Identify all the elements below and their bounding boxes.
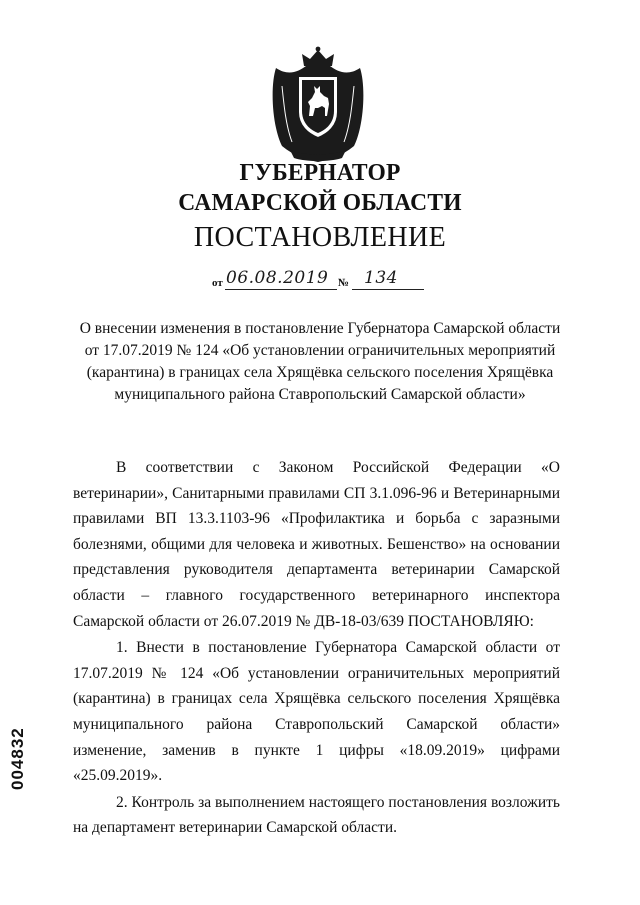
subject-line-2: от 17.07.2019 № 124 «Об установлении ограничительных мероприятий	[84, 342, 556, 359]
document-number: 134	[364, 268, 398, 288]
document-body	[73, 455, 560, 841]
authority-line-2: САМАРСКОЙ ОБЛАСТИ	[178, 189, 462, 216]
samara-oblast-coat-of-arms-icon	[268, 46, 368, 164]
document-subject	[70, 318, 570, 406]
number-underline	[352, 289, 424, 290]
body-paragraph-preamble: В соответствии с Законом Российской Федерации «О ветеринарии», Санитарными правилами СП 3.1.096-96 и Ветеринарными правилами ВП 13.3.1103-96 «Профилактика и борьба с заразными болезнями, общими для человека и животных. Бешенство» на основании представления руководителя департамента ветеринарии Самарской области – главного государственного ветеринарного инспектора Самарской области от 26.07.2019 № ДВ-18-03/639 ПОСТАНОВЛЯЮ:	[73, 459, 560, 630]
issuing-authority	[0, 158, 640, 218]
date-number-line	[212, 268, 432, 290]
number-prefix: №	[338, 277, 350, 289]
document-date: 06.08.2019	[226, 268, 329, 288]
date-underline	[225, 289, 337, 290]
body-paragraph-item-2: 2. Контроль за выполнением настоящего постановления возложить на департамент ветеринарии Самарской области.	[73, 793, 560, 837]
authority-line-1: ГУБЕРНАТОР	[239, 159, 401, 186]
side-registration-code: 004832	[8, 727, 27, 790]
subject-line-4: муниципального района Ставропольский Самарской области»	[114, 386, 526, 403]
subject-line-1: О внесении изменения в постановление Губернатора Самарской области	[79, 320, 561, 337]
subject-line-3: (карантина) в границах села Хрящёвка сельского поселения Хрящёвка	[86, 364, 554, 381]
body-paragraph-item-1: 1. Внести в постановление Губернатора Самарской области от 17.07.2019 № 124 «Об установлении ограничительных мероприятий (карантина) в границах села Хрящёвка сельского поселения Хрящёвка муниципального района Ставропольский Самарской области» изменение, заменив в пункте 1 цифры «18.09.2019» цифрами «25.09.2019».	[73, 639, 560, 785]
document-type-title: ПОСТАНОВЛЕНИЕ	[193, 222, 447, 253]
date-prefix: от	[212, 277, 223, 289]
